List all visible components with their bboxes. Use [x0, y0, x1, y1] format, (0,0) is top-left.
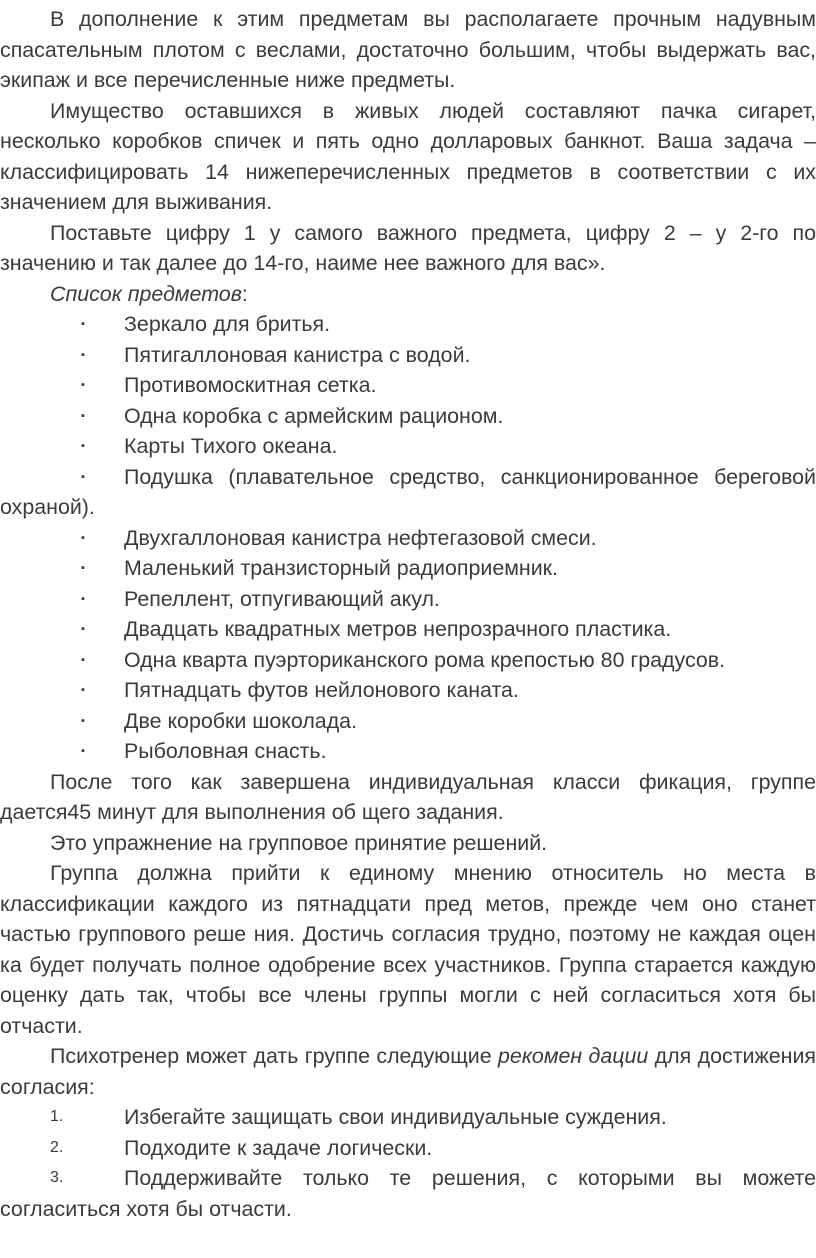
bullet-marker: ▪ [81, 714, 85, 727]
list-item [0, 553, 816, 584]
recommendation-text: Поддерживайте только те решения, с которыми вы можете согласиться хотя бы отчасти. [0, 1166, 816, 1221]
items-list-title-text: Список предметов [50, 281, 242, 306]
items-list-title-colon: : [241, 281, 248, 306]
list-item [0, 706, 816, 737]
recommendation-item [0, 1102, 816, 1133]
recommendation-text: Избегайте защищать свои индивидуальные суждения. [124, 1105, 667, 1129]
recommendation-item [0, 1163, 816, 1224]
list-item [0, 675, 816, 706]
list-item [0, 736, 816, 767]
recommendation-number: 3. [50, 1169, 64, 1186]
list-item [0, 340, 816, 371]
paragraph-group-time: После того как завершена индивидуальная класси фикация, группе дается45 минут для выполнения об щего задания. [0, 769, 816, 824]
list-item-text: Репеллент, отпугивающий акул. [124, 586, 440, 611]
list-item-text: Зеркало для бритья. [124, 312, 331, 336]
list-item [0, 584, 816, 615]
bullet-marker: ▪ [81, 623, 85, 635]
paragraph-recommendations-intro [0, 1041, 816, 1102]
list-item [0, 462, 816, 523]
bullet-marker: ▪ [81, 440, 85, 452]
recommendation-number: 1. [50, 1108, 64, 1125]
paragraph-consensus: Группа должна прийти к единому мнению относитель но места в классификации каждого из пятнадцати пред метов, прежде чем оно станет частью группового реше ния. Достичь согласия трудно, поэтому не каждая оцен ка будет получать полное одобрение всех участников. Группа старается каждую оценку дать так, чтобы все члены группы могли с ней согласиться хотя бы отчасти. [0, 861, 816, 1038]
recommendation-number: 2. [50, 1138, 64, 1156]
recommendations-emphasis: рекомен дации [498, 1044, 649, 1068]
list-item [0, 309, 816, 340]
list-item [0, 523, 816, 554]
list-item-text: Пятнадцать футов нейлонового каната. [124, 678, 519, 702]
list-item-text: Подушка (плавательное средство, санкционированное береговой охраной). [0, 464, 816, 519]
bullet-marker: ▪ [81, 379, 85, 391]
bullet-marker: ▪ [81, 409, 85, 422]
list-item-text: Рыболовная снасть. [124, 739, 327, 763]
recommendation-item [0, 1133, 816, 1164]
bullet-marker: ▪ [81, 653, 85, 666]
list-item-text: Карты Тихого океана. [124, 434, 338, 458]
list-item-text: Пятигаллоновая канистра с водой. [124, 342, 471, 367]
paragraph-survivors-property: Имущество оставшихся в живых людей составляют пачка сигарет, несколько коробков спичек и пять одно долларовых банкнот. Ваша задача – классифицировать 14 нижеперечисленных предметов в соответствии с их значением для выживания. [0, 98, 816, 214]
recommendations-intro-end: для достижения согласия: [0, 1044, 816, 1099]
paragraph-raft: В дополнение к этим предметам вы располагаете прочным надувным спасательным плотом с веслами, достаточно большим, чтобы выдержать вас, экипаж и все перечисленные ниже предметы. [0, 7, 816, 92]
list-item [0, 370, 816, 401]
recommendation-text: Подходите к задаче логически. [124, 1135, 433, 1160]
list-item-text: Одна коробка с армейским рационом. [124, 403, 504, 428]
recommendations-list [0, 1102, 816, 1224]
list-item-text: Одна кварта пуэрториканского рома крепостью 80 градусов. [124, 647, 726, 672]
recommendations-intro-text: Психотренер может дать группе следующие [50, 1044, 499, 1068]
list-item-text: Маленький транзисторный радиоприемник. [124, 556, 558, 580]
list-item [0, 645, 816, 676]
items-list-title [0, 279, 816, 310]
list-item [0, 431, 816, 462]
paragraph-exercise-type: Это упражнение на групповое принятие решений. [50, 830, 548, 855]
bullet-marker: ▪ [81, 562, 85, 574]
bullet-marker: ▪ [81, 684, 85, 696]
list-item-text: Двухгаллоновая канистра нефтегазовой смеси. [124, 525, 597, 550]
bullet-marker: ▪ [81, 348, 85, 361]
bullet-marker: ▪ [81, 592, 85, 605]
list-item-text: Двадцать квадратных метров непрозрачного пластика. [124, 617, 672, 641]
paragraph-ranking-instruction: Поставьте цифру 1 у самого важного предмета, цифру 2 – у 2-го по значению и так далее до 14-го, наиме нее важного для вас». [0, 220, 816, 275]
bullet-marker: ▪ [81, 531, 85, 544]
bullet-marker: ▪ [81, 745, 85, 757]
list-item-text: Противомоскитная сетка. [124, 373, 377, 397]
list-item [0, 401, 816, 432]
list-item-text: Две коробки шоколада. [124, 708, 358, 733]
bullet-marker: ▪ [81, 470, 85, 483]
list-item [0, 614, 816, 645]
items-list [0, 309, 816, 767]
bullet-marker: ▪ [81, 318, 85, 330]
